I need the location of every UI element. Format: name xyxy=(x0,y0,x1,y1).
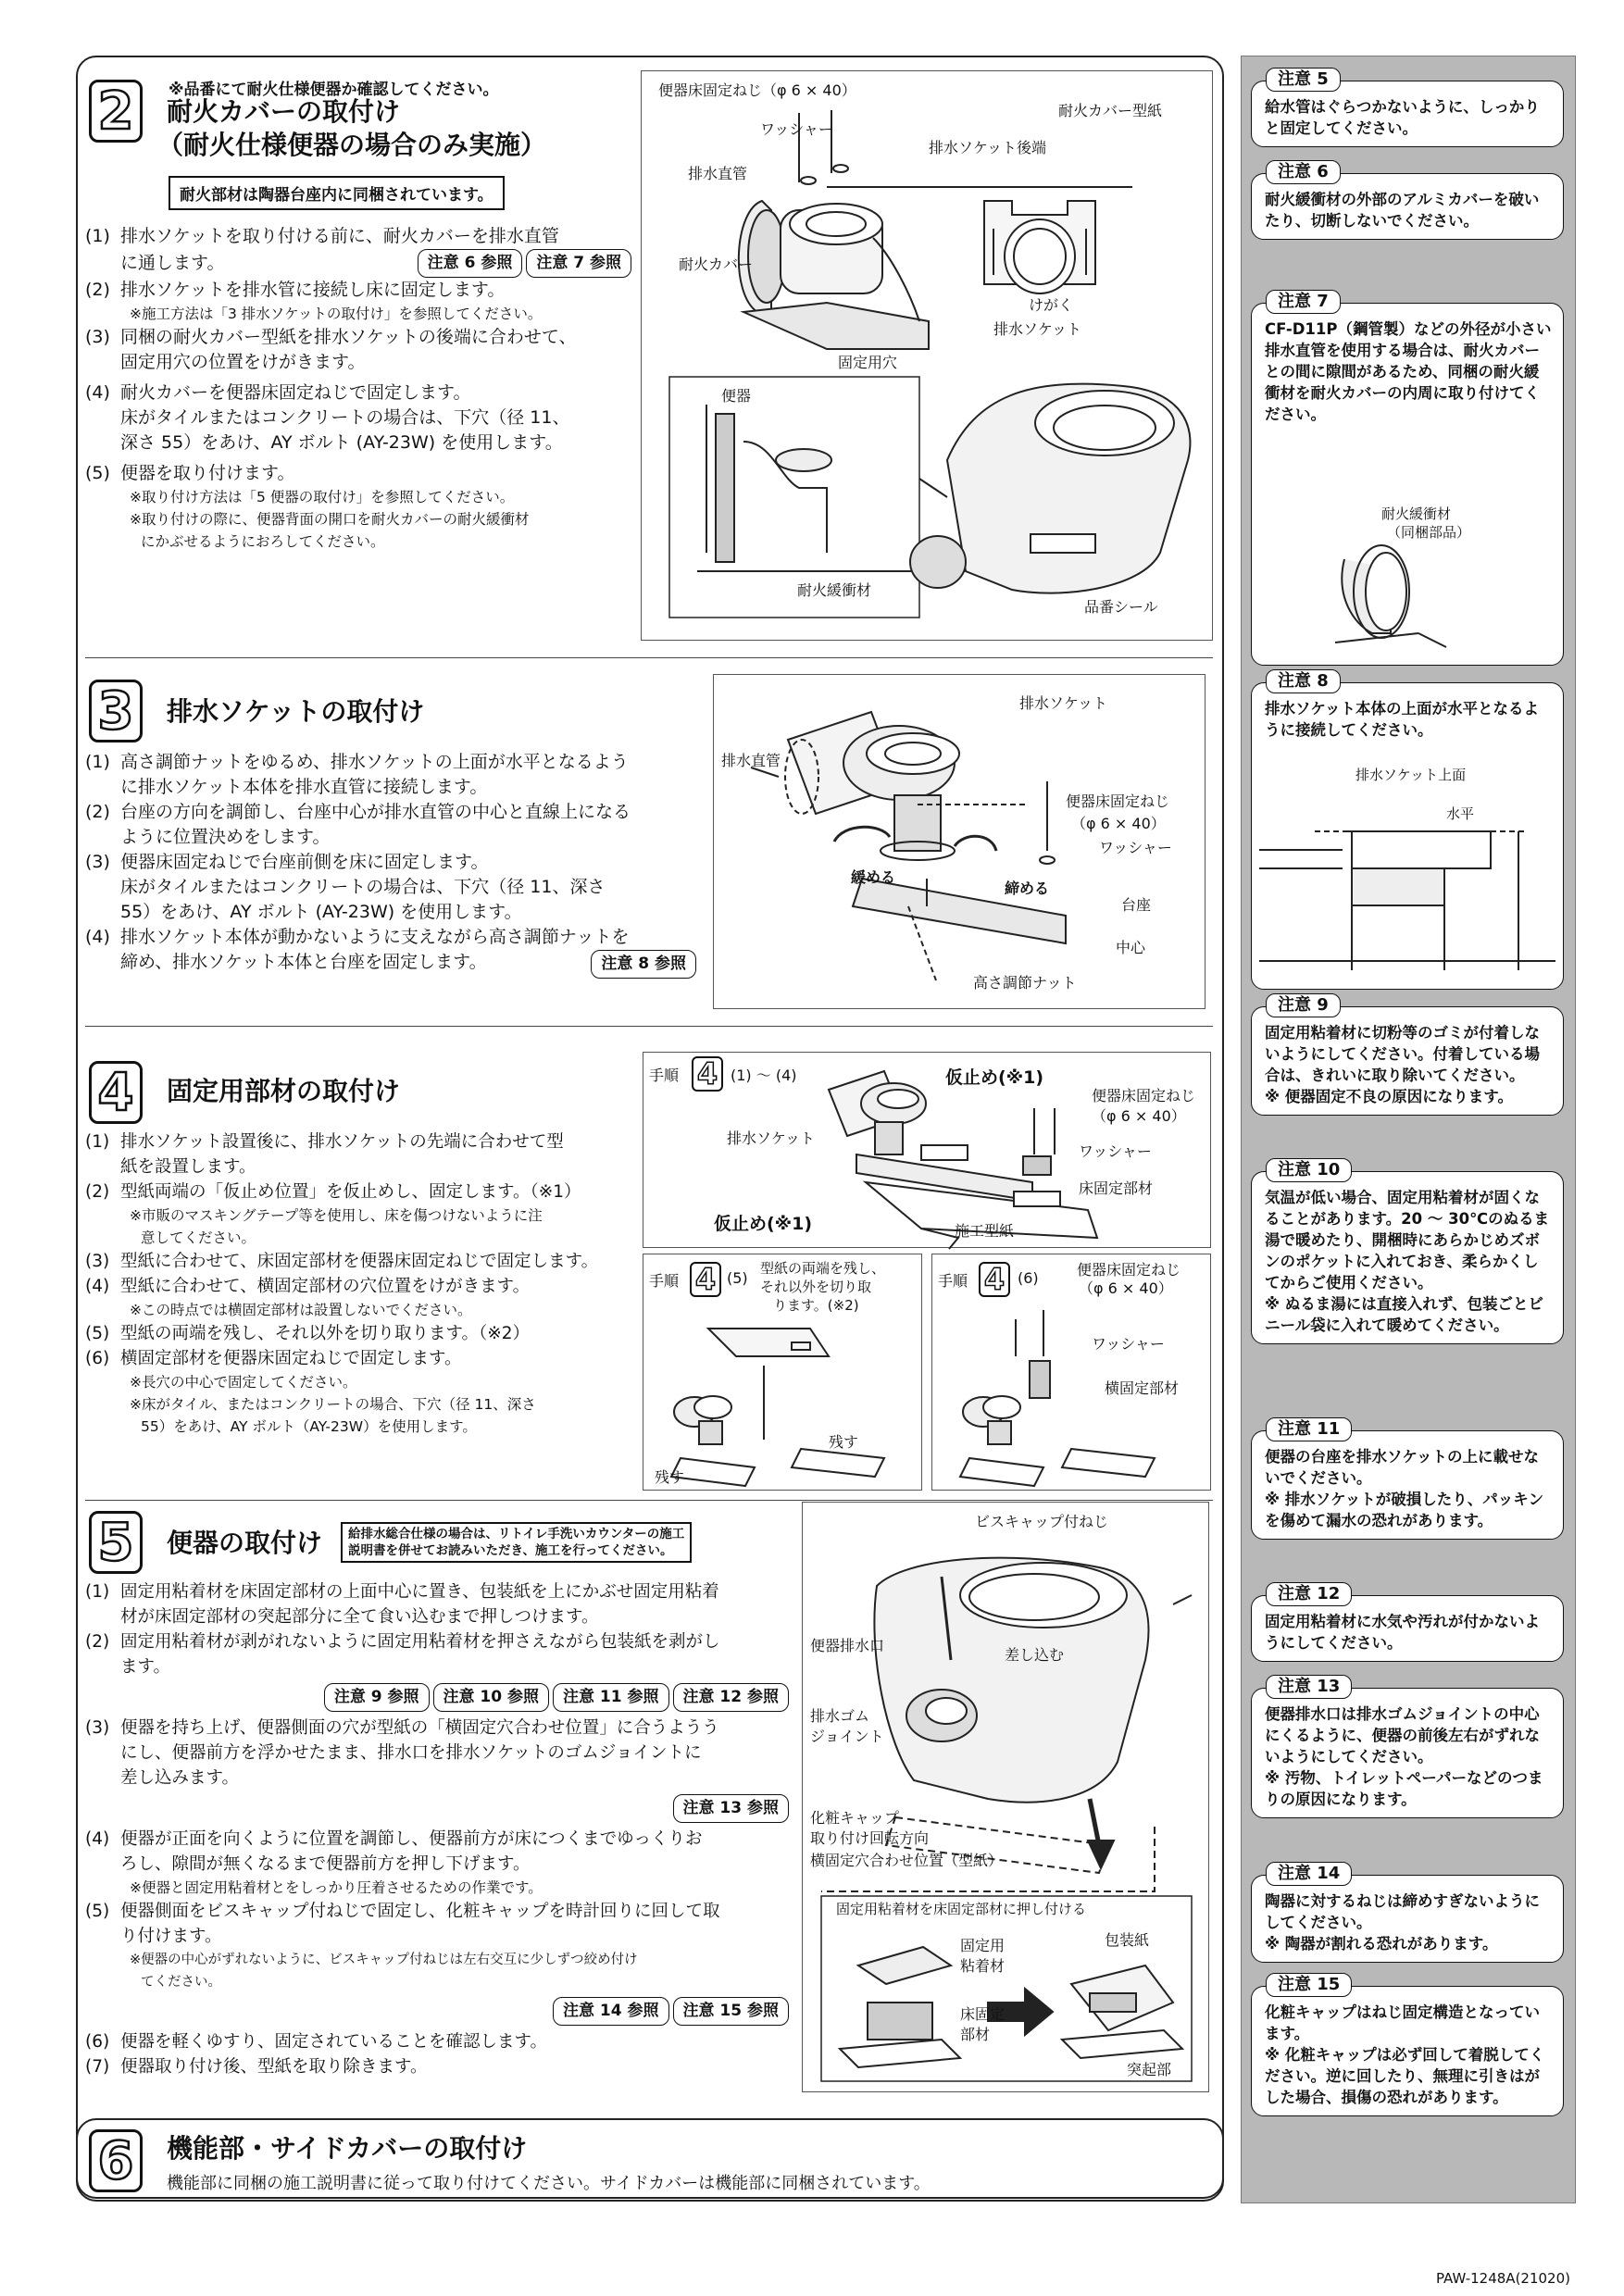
step xyxy=(85,1249,641,1274)
section-4-title: 固定用部材の取付け xyxy=(167,1076,401,1106)
note-subtext: ※ 便器固定不良の原因になります。 xyxy=(1265,1088,1513,1105)
fig-label-press: 固定用粘着材を床固定部材に押し付ける xyxy=(836,1901,1087,1917)
note-text: 便器の台座を排水ソケットの上に載せないでください。 xyxy=(1265,1448,1540,1487)
step-label: (1) xyxy=(85,752,110,772)
step-text: 便器を取り付けます。 xyxy=(120,463,295,483)
step-text: 型紙の両端を残し、それ以外を切り取ります。（※2） xyxy=(120,1324,531,1343)
fig-label-floorpart: 床固定部材 xyxy=(1079,1179,1154,1197)
step-subnote: ※長穴の中心で固定してください。 xyxy=(130,1374,357,1391)
step-text: ように位置決めをします。 xyxy=(120,827,331,847)
fig-label-mark: けがく xyxy=(1029,296,1074,314)
fig-label-tighten: 締める xyxy=(1005,880,1050,897)
step xyxy=(85,1629,789,1679)
note-10 xyxy=(1251,1158,1564,1417)
step-label: (4) xyxy=(85,927,110,947)
note-fig-label: 排水ソケット上面 xyxy=(1355,767,1467,783)
fig-label-wrap: 包装紙 xyxy=(1105,1931,1150,1949)
fig-label-floorpart: 部材 xyxy=(960,2026,991,2043)
step-label: (4) xyxy=(85,382,110,403)
note-body xyxy=(1251,1688,1564,1818)
step-text: り付けます。 xyxy=(120,1927,222,1946)
fig-label-washer: ワッシャー xyxy=(1079,1142,1152,1160)
fig-label-proc: 手順 xyxy=(649,1272,680,1290)
ref-note-11: 注意 11 参照 xyxy=(553,1683,669,1712)
step-subnote: ※市販のマスキングテープ等を使用し、床を傷つけないように注 xyxy=(130,1207,543,1224)
step-text: 床がタイルまたはコンクリートの場合は、下穴（径 11、 xyxy=(120,407,570,428)
section-5-figure xyxy=(802,1502,1209,2092)
proc-step-number: 4 xyxy=(979,1262,1010,1297)
section-6-title: 機能部・サイドカバーの取付け xyxy=(167,2133,528,2164)
fig-label-toilet: 便器 xyxy=(721,387,752,405)
step-subnote: ※取り付け方法は「5 便器の取付け」を参照してください。 xyxy=(130,489,515,505)
step-text: 便器取り付け後、型紙を取り除きます。 xyxy=(120,2057,428,2077)
step-text: 型紙に合わせて、横固定部材の穴位置をけがきます。 xyxy=(120,1277,531,1296)
fig-label-rubber: 排水ゴム xyxy=(810,1707,870,1725)
fig-label-tack-bottom: 仮止め(※1) xyxy=(714,1214,813,1234)
section-3-number: 3 xyxy=(89,680,143,742)
note-13 xyxy=(1251,1675,1564,1862)
note-tab: 注意 7 xyxy=(1266,290,1341,314)
fig-label-capscrew: ビスキャップ付ねじ xyxy=(975,1513,1109,1530)
step-label: (5) xyxy=(85,1324,110,1343)
note-12 xyxy=(1251,1582,1564,1675)
divider xyxy=(85,657,1213,658)
step-text: に通します。 xyxy=(120,253,225,273)
fig-label-socket: 排水ソケット xyxy=(993,320,1082,338)
step-text: 便器を軽くゆすり、固定されていることを確認します。 xyxy=(120,2032,548,2052)
ref-note-6: 注意 6 参照 xyxy=(418,249,523,278)
step-text: 排水ソケット設置後に、排水ソケットの先端に合わせて型 xyxy=(120,1132,564,1152)
step-text: 型紙両端の「仮止め位置」を仮止めし、固定します。（※1） xyxy=(120,1182,581,1202)
note-text: CF-D11P（鋼管製）などの外径が小さい排水直管を使用する場合は、耐火カバーとの間に隙間があるため、同梱の耐火緩衝材を耐火カバーの内周に取り付けてください。 xyxy=(1265,320,1552,423)
note-subtext: ※ 排水ソケットが破損したり、パッキンを傷めて漏水の恐れがあります。 xyxy=(1265,1491,1544,1529)
note-body xyxy=(1251,1171,1564,1344)
note-text: 便器排水口は排水ゴムジョイントの中心にくるように、便器の前後左右がずれないようにしてください。 xyxy=(1265,1705,1540,1766)
step-text: 固定用穴の位置をけがきます。 xyxy=(120,352,366,372)
step-label: (7) xyxy=(85,2057,110,2077)
ref-row xyxy=(85,1683,789,1712)
fig-label-step: (6) xyxy=(1018,1269,1039,1287)
note-text: 排水ソケット本体の上面が水平となるように接続してください。 xyxy=(1265,700,1540,739)
step-label: (1) xyxy=(85,1132,110,1152)
ref-note-14: 注意 14 参照 xyxy=(553,1997,669,2026)
step-text: 紙を設置します。 xyxy=(120,1157,256,1177)
ref-note-7: 注意 7 参照 xyxy=(526,249,631,278)
fig-label-proc: 手順 xyxy=(938,1272,968,1290)
step xyxy=(85,1579,789,1629)
section-3-figure xyxy=(713,674,1206,1009)
note-15 xyxy=(1251,1973,1564,2158)
boxed-line: 給排水総合仕様の場合は、リトイレ手洗いカウンターの施工 xyxy=(348,1527,685,1541)
step-label: (2) xyxy=(85,1182,110,1202)
note-text: 固定用粘着材に切粉等のゴミが付着しないようにしてください。付着している場合は、きれいに取り除いてください。 xyxy=(1265,1024,1540,1084)
step xyxy=(85,1129,641,1179)
note-subtext: ※ ぬるま湯には直接入れず、包装ごとビニール袋に入れて暖めてください。 xyxy=(1265,1295,1543,1334)
step xyxy=(85,224,631,278)
step xyxy=(85,1827,789,1899)
note-fig-label: 耐火緩衝材 xyxy=(1381,505,1452,522)
note-body xyxy=(1251,1986,1564,2116)
ref-note-9: 注意 9 参照 xyxy=(324,1683,430,1712)
fig-label-cap-dir: 取り付け回転方向 xyxy=(810,1829,930,1847)
step-text: 固定用粘着材を床固定部材の上面中心に置き、包装紙を上にかぶせ固定用粘着 xyxy=(120,1582,719,1602)
step-label: (2) xyxy=(85,1632,110,1652)
note-tab: 注意 6 xyxy=(1266,160,1341,184)
fig-label-leave: 型紙の両端を残し、 xyxy=(760,1260,886,1277)
fig-label-nut: 高さ調節ナット xyxy=(973,974,1077,992)
ref-row xyxy=(85,1794,789,1823)
note-body: 給水管はぐらつかないように、しっかりと固定してください。 xyxy=(1251,81,1564,147)
note-body xyxy=(1251,303,1564,666)
fig-label-screw: 便器床固定ねじ xyxy=(1092,1087,1196,1104)
step xyxy=(85,278,631,325)
fig-label-center: 中心 xyxy=(1116,939,1146,956)
ref-row xyxy=(85,1997,789,2026)
fig-label-pipe: 排水直管 xyxy=(721,752,781,769)
step-text: 便器床固定ねじで台座前側を床に固定します。 xyxy=(120,852,489,872)
fig-label-tack-top: 仮止め(※1) xyxy=(945,1067,1044,1088)
step-text: 型紙に合わせて、床固定部材を便器床固定ねじで固定します。 xyxy=(120,1252,599,1271)
step-label: (1) xyxy=(85,226,110,246)
section-4-figure-step5 xyxy=(643,1254,922,1491)
fig-label-insert: 差し込む xyxy=(1005,1646,1065,1664)
note-8 xyxy=(1251,669,1564,993)
step xyxy=(85,325,631,375)
step-text: ます。 xyxy=(120,1657,171,1677)
fig-label-cover: 耐火カバー xyxy=(679,256,754,273)
fig-label-step: (5) xyxy=(727,1269,748,1287)
fig-label-screw-size: （φ 6 × 40） xyxy=(1079,1279,1173,1297)
step-text: 深さ 55）をあけ、AY ボルト (AY-23W) を使用します。 xyxy=(120,432,563,453)
fig-label-screw: 便器床固定ねじ xyxy=(1066,792,1170,810)
fig-label-socket-rear: 排水ソケット後端 xyxy=(929,139,1047,156)
step-label: (5) xyxy=(85,463,110,483)
section-2-steps xyxy=(85,224,631,553)
note-body xyxy=(1251,1875,1564,1963)
fig-label-seal: 品番シール xyxy=(1084,598,1158,616)
step xyxy=(85,750,696,800)
step-subnote: ※取り付けの際に、便器背面の開口を耐火カバーの耐火緩衝材 xyxy=(130,511,530,528)
fig-label-template: 耐火カバー型紙 xyxy=(1058,102,1163,119)
step xyxy=(85,1321,641,1346)
fig-label-pipe: 排水直管 xyxy=(688,165,748,182)
note-subtext: ※ 汚物、トイレットペーパーなどのつまりの原因になります。 xyxy=(1265,1769,1543,1808)
step xyxy=(85,1179,641,1249)
step-subnote: ※この時点では横固定部材は設置しないでください。 xyxy=(130,1302,472,1318)
step-subnote: ※床がタイル、またはコンクリートの場合、下穴（径 11、深さ xyxy=(130,1396,536,1413)
step-text: 高さ調節ナットをゆるめ、排水ソケットの上面が水平となるよう xyxy=(120,752,629,772)
note-subtext: ※ 陶器が割れる恐れがあります。 xyxy=(1265,1935,1498,1953)
ref-note-8: 注意 8 参照 xyxy=(591,950,696,979)
note-text: 陶器に対するねじは締めすぎないようにしてください。 xyxy=(1265,1892,1540,1931)
step-text: 締め、排水ソケット本体と台座を固定します。 xyxy=(120,952,487,972)
note-tab: 注意 14 xyxy=(1266,1862,1352,1886)
step-text: 同梱の耐火カバー型紙を排水ソケットの後端に合わせて、 xyxy=(120,327,577,347)
proc-step-number: 4 xyxy=(692,1056,723,1092)
step-label: (3) xyxy=(85,852,110,872)
step xyxy=(85,800,696,850)
fig-label-washer: ワッシャー xyxy=(760,120,833,138)
fig-label-screw-size: （φ 6 × 40） xyxy=(1071,815,1166,832)
step-text: 横固定部材を便器床固定ねじで固定します。 xyxy=(120,1349,462,1368)
fig-label-remain: 残す xyxy=(655,1468,685,1486)
step-text: ろし、隙間が無くなるまで便器前方を押し下げます。 xyxy=(120,1854,531,1874)
note-body xyxy=(1251,1006,1564,1116)
section-2-note: ※品番にて耐火仕様便器か確認してください。 xyxy=(169,81,499,99)
fig-label-buffer: 耐火緩衝材 xyxy=(797,581,872,599)
fig-label-template: 施工型紙 xyxy=(955,1222,1015,1240)
sidebar-notes xyxy=(1241,56,1576,2203)
step-text: 排水ソケットを排水管に接続し床に固定します。 xyxy=(120,280,506,300)
step xyxy=(85,850,696,925)
step-text: 排水ソケットを取り付ける前に、耐火カバーを排水直管 xyxy=(120,226,559,246)
step xyxy=(85,461,631,553)
note-7 xyxy=(1251,290,1564,669)
fig-label-adhesive: 粘着材 xyxy=(960,1957,1006,1975)
note-tab: 注意 13 xyxy=(1266,1675,1352,1699)
note-body: 耐火緩衝材の外部のアルミカバーを破いたり、切断しないでください。 xyxy=(1251,173,1564,240)
section-5-steps xyxy=(85,1579,789,2079)
ref-note-10: 注意 10 参照 xyxy=(433,1683,550,1712)
fig-label-leave: それ以外を切り取 xyxy=(760,1279,872,1295)
note-tab: 注意 10 xyxy=(1266,1158,1352,1182)
step-text: 排水ソケット本体が動かないように支えながら高さ調節ナットを xyxy=(120,927,630,947)
note-text: 気温が低い場合、固定用粘着材が固くなることがあります。20 ～ 30℃のぬるま湯で暖めたり、開梱時にあらかじめズボンのポケットに入れておき、柔らかくしてからご使用ください。 xyxy=(1265,1189,1550,1292)
ref-note-15: 注意 15 参照 xyxy=(673,1997,790,2026)
step xyxy=(85,1899,789,1993)
section-5-title: 便器の取付け xyxy=(167,1528,323,1558)
fig-label-cap: 化粧キャップ xyxy=(810,1809,900,1827)
step-text: 床がタイルまたはコンクリートの場合は、下穴（径 11、深さ xyxy=(120,877,606,897)
step-text: にし、便器前方を浮かせたまま、排水口を排水ソケットのゴムジョイントに xyxy=(120,1743,702,1763)
note-body xyxy=(1251,682,1564,990)
step-label: (5) xyxy=(85,1902,110,1921)
note-tab: 注意 15 xyxy=(1266,1973,1352,1997)
section-4-figure-top xyxy=(643,1052,1211,1248)
fig-label-loosen: 緩める xyxy=(851,868,896,886)
step xyxy=(85,1716,789,1791)
step-text: 材が床固定部材の突起部分に全て食い込むまで押しつけます。 xyxy=(120,1607,599,1627)
step xyxy=(85,1274,641,1321)
step-text: 差し込みます。 xyxy=(120,1768,240,1788)
fig-label-rubber: ジョイント xyxy=(810,1728,884,1745)
horizontal-socket-drawing xyxy=(1259,794,1555,980)
step xyxy=(85,381,631,455)
fig-label-floorpart: 床固定 xyxy=(960,2005,1006,2023)
section-4-figure-step6 xyxy=(931,1254,1211,1491)
step-label: (4) xyxy=(85,1277,110,1296)
note-tab: 注意 8 xyxy=(1266,669,1341,693)
step-text: 固定用粘着材が剥がれないように固定用粘着材を押さえながら包装紙を剥がし xyxy=(120,1632,720,1652)
note-body: 固定用粘着材に水気や汚れが付かないようにしてください。 xyxy=(1251,1595,1564,1662)
step-subnote: ※便器と固定用粘着材とをしっかり圧着させるための作業です。 xyxy=(130,1879,543,1896)
fig-label-hole: 固定用穴 xyxy=(838,354,898,371)
step-text: 便器側面をビスキャップ付ねじで固定し、化粧キャップを時計回りに回して取 xyxy=(120,1902,720,1921)
step-label: (6) xyxy=(85,2032,110,2052)
fig-label-washer: ワッシャー xyxy=(1092,1335,1165,1353)
note-9 xyxy=(1251,993,1564,1158)
step-label: (4) xyxy=(85,1829,110,1849)
fig-label-washer: ワッシャー xyxy=(1099,839,1172,856)
step-label: (2) xyxy=(85,280,110,300)
fig-label-socket: 排水ソケット xyxy=(727,1129,816,1147)
section-4-number: 4 xyxy=(89,1061,143,1124)
step xyxy=(85,1346,641,1438)
fig-label-sidehole: 横固定穴合わせ位置（型紙） xyxy=(810,1852,1004,1869)
step-subnote: 55）をあけ、AY ボルト（AY-23W）を使用します。 xyxy=(141,1418,477,1435)
step-text: 便器を持ち上げ、便器側面の穴が型紙の「横固定穴合わせ位置」に合うようう xyxy=(120,1718,719,1738)
fig-label-range: (1) ～ (4) xyxy=(731,1067,797,1084)
section-2-number: 2 xyxy=(89,80,143,143)
note-text: 化粧キャップはねじ固定構造となっています。 xyxy=(1265,2003,1540,2042)
section-2-figure-drawing xyxy=(642,71,1214,642)
document-code: PAW-1248A(21020) xyxy=(1435,2270,1570,2287)
boxed-line: 説明書を併せてお読みいただき、施工を行ってください。 xyxy=(348,1543,673,1558)
fig-label-screw-size: （φ 6 × 40） xyxy=(1092,1107,1186,1125)
note-tab: 注意 11 xyxy=(1266,1417,1352,1441)
fig-label-base: 台座 xyxy=(1121,896,1152,914)
step xyxy=(85,925,696,979)
section-2-subtitle: （耐火仕様便器の場合のみ実施） xyxy=(157,130,547,160)
step-label: (3) xyxy=(85,1718,110,1738)
section-6-desc: 機能部に同梱の施工説明書に従って取り付けてください。サイドカバーは機能部に同梱されています。 xyxy=(167,2174,931,2193)
note-6 xyxy=(1251,160,1564,290)
note-fig-label: （同梱部品） xyxy=(1387,524,1471,541)
note-tab: 注意 5 xyxy=(1266,68,1341,92)
section-5-number: 5 xyxy=(89,1511,143,1574)
step-text: に排水ソケット本体を排水直管に接続します。 xyxy=(120,777,488,797)
note-tab: 注意 9 xyxy=(1266,993,1341,1017)
step-subnote: ※施工方法は「3 排水ソケットの取付け」を参照してください。 xyxy=(130,306,543,322)
step-subnote: ※便器の中心がずれないように、ビスキャップ付ねじは左右交互に少しずつ絞め付け xyxy=(130,1953,638,1967)
fig-label-screw: 便器床固定ねじ xyxy=(1077,1261,1181,1279)
note-11 xyxy=(1251,1417,1564,1582)
divider xyxy=(85,1026,1213,1027)
fig-label-remain: 残す xyxy=(829,1433,859,1451)
step-text: 台座の方向を調節し、台座中心が排水直管の中心と直線上になる xyxy=(120,802,631,822)
note-5 xyxy=(1251,68,1564,160)
fig-label-adhesive: 固定用 xyxy=(960,1937,1006,1954)
step-subnote: 意してください。 xyxy=(141,1229,256,1246)
fig-label-screw: 便器床固定ねじ（φ 6 × 40） xyxy=(658,81,856,99)
divider xyxy=(85,1500,1213,1501)
step xyxy=(85,2054,789,2079)
section-2-figure xyxy=(641,70,1213,641)
section-2-boxed-note: 耐火部材は陶器台座内に同梱されています。 xyxy=(169,176,505,210)
step xyxy=(85,2029,789,2054)
section-5-boxed-note xyxy=(341,1522,692,1563)
section-3-title: 排水ソケットの取付け xyxy=(167,696,425,727)
section-3-steps xyxy=(85,750,696,979)
step-label: (6) xyxy=(85,1349,110,1368)
step-label: (3) xyxy=(85,327,110,347)
step-subnote: てください。 xyxy=(141,1975,221,1990)
fig-label-sidepart: 横固定部材 xyxy=(1105,1379,1180,1397)
section-2-title: 耐火カバーの取付け xyxy=(167,96,401,127)
step-text: 便器が正面を向くように位置を調節し、便器前方が床につくまでゆっくりお xyxy=(120,1829,703,1849)
ref-note-12: 注意 12 参照 xyxy=(673,1683,790,1712)
step-label: (3) xyxy=(85,1252,110,1271)
step-label: (2) xyxy=(85,802,110,822)
fig-label-socket: 排水ソケット xyxy=(1019,694,1108,712)
buffer-material-drawing xyxy=(1317,513,1502,661)
ref-note-13: 注意 13 参照 xyxy=(673,1794,790,1823)
section-4-steps xyxy=(85,1129,641,1438)
note-body xyxy=(1251,1430,1564,1540)
note-tab: 注意 12 xyxy=(1266,1582,1352,1606)
step-text: 55）をあけ、AY ボルト (AY-23W) を使用します。 xyxy=(120,902,522,922)
fig-label-outlet: 便器排水口 xyxy=(810,1637,885,1654)
note-subtext: ※ 化粧キャップは必ず回して着脱してください。逆に回したり、無理に引きはがした場合、損傷の恐れがあります。 xyxy=(1265,2046,1545,2106)
section-6-number: 6 xyxy=(89,2129,143,2192)
fig-label-leave: ります。(※2) xyxy=(773,1297,859,1314)
note-fig-label: 水平 xyxy=(1446,805,1475,822)
proc-step-number: 4 xyxy=(690,1262,721,1297)
note-14 xyxy=(1251,1862,1564,1973)
fig-label-bump: 突起部 xyxy=(1127,2061,1172,2078)
fig-label-proc: 手順 xyxy=(649,1067,680,1084)
step-text: 耐火カバーを便器床固定ねじで固定します。 xyxy=(120,382,471,403)
section-5-figure-drawing xyxy=(803,1503,1210,2093)
step-subnote: にかぶせるようにおろしてください。 xyxy=(141,533,385,550)
step-label: (1) xyxy=(85,1582,110,1602)
